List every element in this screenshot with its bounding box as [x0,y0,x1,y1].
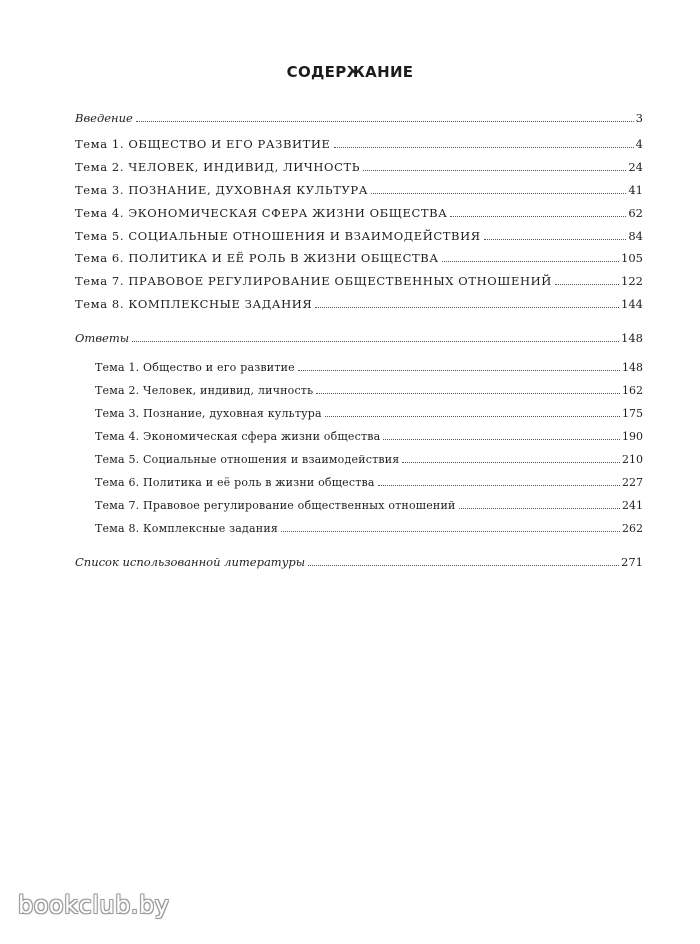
toc-entry-topic-5[interactable] [75,229,643,247]
toc-entry-topic-2[interactable] [75,160,643,178]
dot-leader [371,193,626,194]
toc-entry-page: 241 [622,499,643,512]
dot-leader [298,370,620,371]
toc-entry-page: 144 [621,297,643,311]
toc-entry-page: 4 [635,137,643,151]
toc-entry-label: Тема 6. ПОЛИТИКА И ЕЁ РОЛЬ В ЖИЗНИ ОБЩЕСТВА [75,251,439,265]
toc-entry-page: 62 [628,206,643,220]
toc-entry-page: 190 [622,430,643,443]
toc-entry-answer-topic-7[interactable] [95,499,643,517]
toc-entry-page: 210 [622,453,643,466]
toc-entry-label: Тема 7. Правовое регулирование общественных отношений [95,499,456,512]
toc-entry-page: 84 [628,229,643,243]
toc-entry-label: Тема 8. Комплексные задания [95,522,278,535]
toc-entry-page: 175 [622,407,643,420]
toc-entry-page: 24 [628,160,643,174]
dot-leader [308,565,619,566]
dot-leader [334,147,634,148]
toc-entry-answer-topic-1[interactable] [95,361,643,379]
toc-entry-label: Тема 1. Общество и его развитие [95,361,295,374]
toc-entry-page: 3 [635,111,643,125]
toc-entry-label: Тема 4. ЭКОНОМИЧЕСКАЯ СФЕРА ЖИЗНИ ОБЩЕСТВА [75,206,448,220]
toc-entry-label: Тема 5. Социальные отношения и взаимодействия [95,453,400,466]
toc-entry-answers[interactable] [75,331,643,349]
dot-leader [442,261,619,262]
toc-entry-page: 148 [621,331,643,345]
toc-entry-page: 148 [622,361,643,374]
toc-entry-topic-1[interactable] [75,137,643,155]
toc-entry-label: Тема 7. ПРАВОВОЕ РЕГУЛИРОВАНИЕ ОБЩЕСТВЕННЫХ ОТНОШЕНИЙ [75,274,552,288]
dot-leader [383,439,620,440]
toc-entry-answer-topic-8[interactable] [95,522,643,540]
toc-entry-page: 162 [622,384,643,397]
toc-entry-page: 105 [621,251,643,265]
dot-leader [132,341,619,342]
toc-entry-label: Тема 6. Политика и её роль в жизни общества [95,476,375,489]
toc-entry-label: Тема 5. СОЦИАЛЬНЫЕ ОТНОШЕНИЯ И ВЗАИМОДЕЙСТВИЯ [75,229,481,243]
dot-leader [363,170,626,171]
toc-entry-topic-4[interactable] [75,206,643,224]
toc-entry-label: Тема 1. ОБЩЕСТВО И ЕГО РАЗВИТИЕ [75,137,331,151]
dot-leader [484,239,627,240]
toc-entry-label: Тема 4. Экономическая сфера жизни общества [95,430,381,443]
watermark-text: bookclub.by [18,891,170,919]
toc-entry-answer-topic-6[interactable] [95,476,643,494]
toc-entry-answer-topic-4[interactable] [95,430,643,448]
toc-entry-topic-6[interactable] [75,251,643,269]
dot-leader [316,393,620,394]
toc-entry-label: Введение [75,111,133,125]
toc-entry-page: 262 [622,522,643,535]
dot-leader [315,307,619,308]
dot-leader [136,121,634,122]
toc-entry-label: Тема 2. ЧЕЛОВЕК, ИНДИВИД, ЛИЧНОСТЬ [75,160,361,174]
toc-entry-topic-3[interactable] [75,183,643,201]
toc-entry-page: 271 [621,555,643,569]
dot-leader [402,462,620,463]
toc-entry-label: Тема 3. Познание, духовная культура [95,407,322,420]
toc-entry-page: 122 [621,274,643,288]
toc-entry-intro[interactable] [75,111,643,129]
dot-leader [325,416,620,417]
toc-entry-label: Тема 3. ПОЗНАНИЕ, ДУХОВНАЯ КУЛЬТУРА [75,183,369,197]
page-title: СОДЕРЖАНИЕ [286,63,414,81]
toc-entry-page: 41 [628,183,643,197]
toc-entry-label: Тема 2. Человек, индивид, личность [95,384,314,397]
toc-entry-label: Ответы [75,331,130,345]
toc-entry-topic-8[interactable] [75,297,643,315]
toc-entry-answer-topic-2[interactable] [95,384,643,402]
toc-entry-answer-topic-5[interactable] [95,453,643,471]
toc-entry-bibliography[interactable] [75,555,643,573]
dot-leader [459,508,620,509]
dot-leader [281,531,620,532]
toc-entry-answer-topic-3[interactable] [95,407,643,425]
toc-entry-label: Список использованной литературы [75,555,306,569]
dot-leader [450,216,626,217]
dot-leader [555,284,619,285]
dot-leader [378,485,620,486]
toc-entry-topic-7[interactable] [75,274,643,292]
toc-entry-page: 227 [622,476,643,489]
toc-entry-label: Тема 8. КОМПЛЕКСНЫЕ ЗАДАНИЯ [75,297,313,311]
